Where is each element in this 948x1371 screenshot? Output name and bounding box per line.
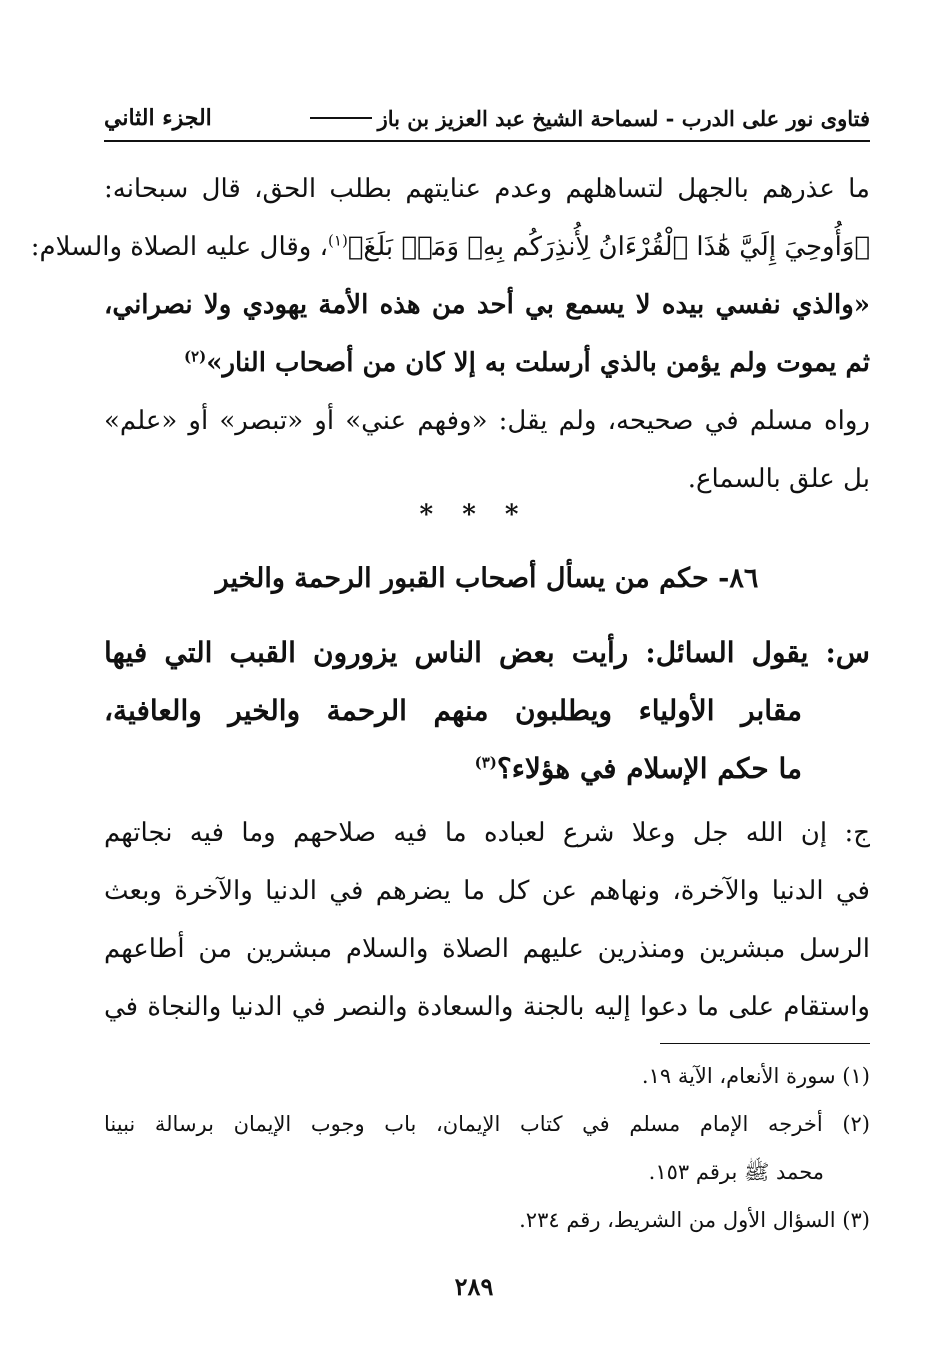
page-number: ٢٨٩ [454,1272,494,1301]
footnote-continuation: محمد ﷺ برقم ١٥٣. [648,1160,824,1184]
footnote-rule [660,1043,870,1044]
text-line: رواه مسلم في صحيحه، ولم يقل: «وفهم عني» أو «تبصر» أو «علم» [104,406,870,436]
footnote-marker: (١) [328,231,348,250]
answer-line: واستقام على ما دعوا إليه بالجنة والسعادة والنصر في الدنيا والنجاة في [104,992,870,1022]
footnote: (٢) أخرجه الإمام مسلم في كتاب الإيمان، باب وجوب الإيمان برسالة نبينا [104,1112,870,1136]
question-line: ما حكم الإسلام في هؤلاء؟$^{(٣)}$ [474,752,802,785]
volume-label: الجزء الثاني [104,105,212,131]
footnote-marker: (٣) [474,753,497,772]
question-line: س: يقول السائل: رأيت بعض الناس يزورون القبب التي فيها [104,636,870,669]
question-line: مقابر الأولياء ويطلبون منهم الرحمة والخير والعافية، [104,694,802,727]
quran-verse: ﴿وَأُوحِيَ إِلَيَّ هَٰذَا ٱلْقُرْءَانُ لِأُنذِرَكُم بِهِۦ وَمَنۢ بَلَغَ﴾ [347,232,870,262]
text-line: بل علق بالسماع. [687,464,870,494]
body-paragraph-top [30,160,870,508]
footnote: (٣) السؤال الأول من الشريط، رقم ٢٣٤. [519,1208,870,1232]
answer-line: الرسل مبشرين ومنذرين عليهم الصلاة والسلام مبشرين من أطاعهم [104,934,870,964]
header-rule [104,140,870,142]
footnotes [104,1052,870,1244]
text-line: ما عذرهم بالجهل لتساهلهم وعدم عنايتهم بطلب الحق، قال سبحانه: [104,174,870,204]
book-title: فتاوى نور على الدرب - لسماحة الشيخ عبد العزيز بن باز [377,105,870,131]
text-line: ﴿وَأُوحِيَ إِلَيَّ هَٰذَا ٱلْقُرْءَانُ لِأُنذِرَكُم بِهِۦ وَمَنۢ بَلَغَ﴾$^{(١)}$، وقال عليه الصلاة والسلام: [30,231,870,262]
header-dash [310,117,372,119]
section-title: ٨٦- حكم من يسأل أصحاب القبور الرحمة والخير [215,563,759,594]
answer-line: ج: إن الله جل وعلا شرع لعباده ما فيه صلاحهم وما فيه نجاتهم [104,818,870,848]
hadith-line: ثم يموت ولم يؤمن بالذي أرسلت به إلا كان من أصحاب النار»$^{(٢)}$ [183,347,870,378]
footnote-marker: (٢) [183,347,207,366]
hadith-line: «والذي نفسي بيده لا يسمع بي أحد من هذه الأمة يهودي ولا نصراني، [104,290,870,320]
answer-paragraph [104,804,870,1036]
footnote: (١) سورة الأنعام، الآية ١٩. [641,1064,870,1088]
section-separator: * * * [419,500,529,530]
answer-line: في الدنيا والآخرة، ونهاهم عن كل ما يضرهم في الدنيا والآخرة وبعث [104,876,870,906]
question-paragraph [104,624,870,798]
running-header [104,98,870,138]
header-title-group [304,106,870,131]
